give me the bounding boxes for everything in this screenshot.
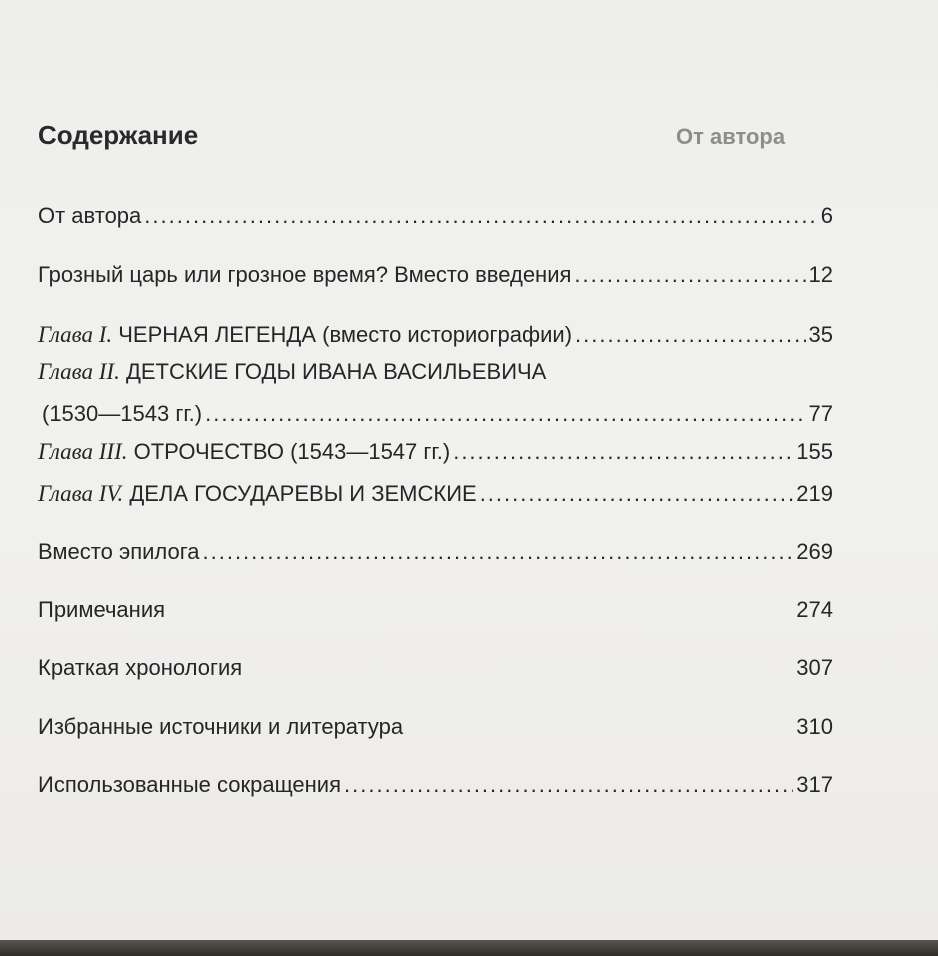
toc-page-number: 274 xyxy=(796,597,833,622)
toc-leader-dots xyxy=(480,480,794,508)
toc-entry[interactable] xyxy=(38,713,833,741)
toc-entry-title: Глава IV. ДЕЛА ГОСУДАРЕВЫ И ЗЕМСКИЕ xyxy=(38,481,477,506)
toc-entry[interactable] xyxy=(38,261,833,289)
toc-page-number: 12 xyxy=(808,262,833,287)
page-edge-shadow xyxy=(0,940,938,956)
toc-page-number: 317 xyxy=(796,772,833,797)
toc-leader-dots xyxy=(574,261,805,289)
toc-entry[interactable] xyxy=(38,358,833,386)
chapter-prefix: Глава II. xyxy=(38,359,120,384)
chapter-prefix: Глава III. xyxy=(38,439,128,464)
bleed-through-heading: От автора xyxy=(676,124,786,149)
toc-entry-title: Грозный царь или грозное время? Вместо введения xyxy=(38,262,572,287)
toc-entry-title: Вместо эпилога xyxy=(38,539,200,564)
toc-entry[interactable] xyxy=(38,202,833,230)
toc-leader-dots xyxy=(203,538,794,566)
toc-entry-continuation[interactable] xyxy=(42,400,833,428)
toc-page-number: 35 xyxy=(808,322,833,347)
toc-entry-title: Глава II. ДЕТСКИЕ ГОДЫ ИВАНА ВАСИЛЬЕВИЧА xyxy=(38,359,547,384)
toc-entry-title: Глава III. ОТРОЧЕСТВО (1543—1547 гг.) xyxy=(38,439,451,464)
toc-entry-title: Краткая хронология xyxy=(38,655,243,680)
toc-leader-dots xyxy=(205,400,805,428)
toc-entry[interactable] xyxy=(38,596,833,624)
toc-entry[interactable] xyxy=(38,654,833,682)
toc-entry-title: (1530—1543 гг.) xyxy=(42,401,203,426)
toc-entry[interactable] xyxy=(38,771,833,799)
toc-entry[interactable] xyxy=(38,538,833,566)
toc-entry-title: Примечания xyxy=(38,597,166,622)
chapter-prefix: Глава IV. xyxy=(38,481,124,506)
toc-entry[interactable] xyxy=(38,438,833,466)
toc-entry-title: Глава I. ЧЕРНАЯ ЛЕГЕНДА (вместо историографии) xyxy=(38,322,573,347)
chapter-prefix: Глава I. xyxy=(38,322,113,347)
toc-entry-title: Использованные сокращения xyxy=(38,772,342,797)
toc-leader-dots xyxy=(344,771,793,799)
toc-entry[interactable] xyxy=(38,321,833,349)
toc-page-number: 155 xyxy=(796,439,833,464)
toc-page-number: 6 xyxy=(820,203,833,228)
toc-page-number: 310 xyxy=(796,714,833,739)
contents-heading: Содержание xyxy=(38,120,199,150)
bleed-through-text xyxy=(40,0,910,185)
toc-page-number: 219 xyxy=(796,481,833,506)
toc-entry[interactable] xyxy=(38,480,833,508)
toc-leader-dots xyxy=(453,438,793,466)
toc-entry-title: Избранные источники и литература xyxy=(38,714,404,739)
toc-leader-dots xyxy=(144,202,817,230)
toc-entry-title: От автора xyxy=(38,203,142,228)
toc-page-number: 307 xyxy=(796,655,833,680)
toc-page-number: 269 xyxy=(796,539,833,564)
toc-leader-dots xyxy=(575,321,805,349)
toc-page-number: 77 xyxy=(808,401,833,426)
